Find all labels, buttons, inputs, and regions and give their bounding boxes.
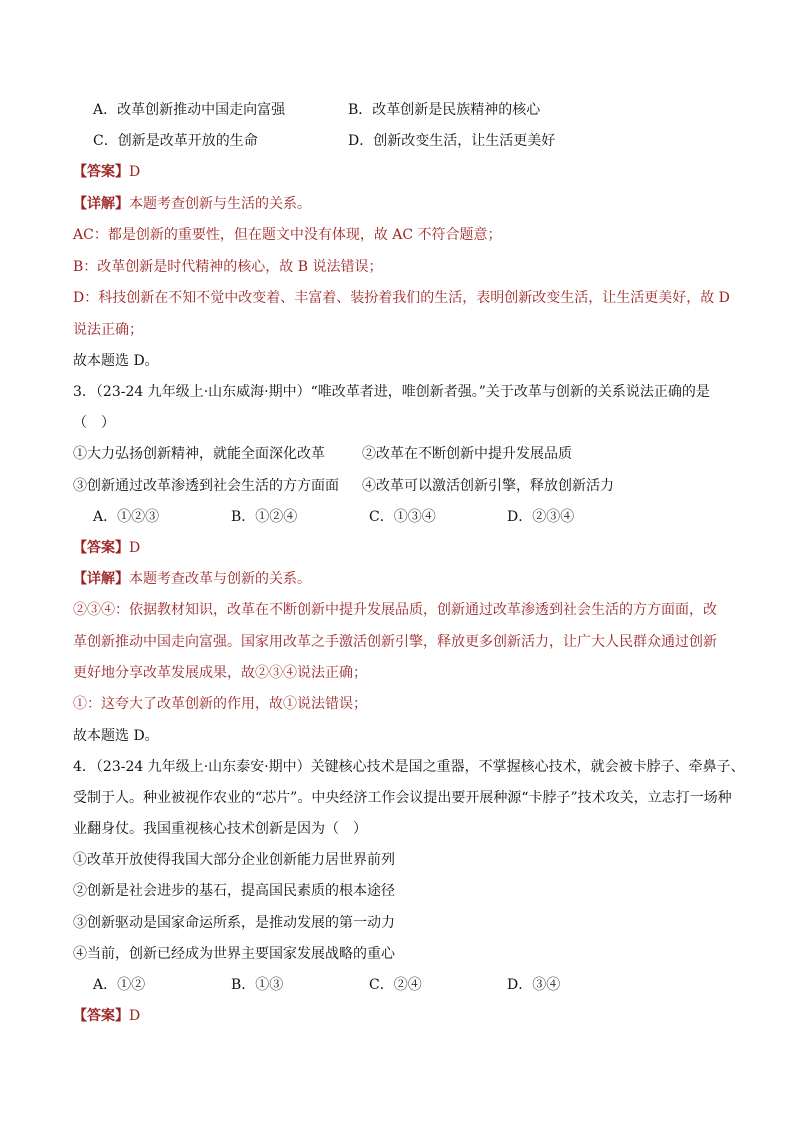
detail-intro: 本题考查改革与创新的关系。	[129, 571, 311, 587]
q4-stem-line-1: 4．（23-24 九年级上·山东泰安·期中）关键核心技术是国之重器，不掌握核心技术，就会被卡脖子、牵鼻子、	[73, 759, 745, 775]
answer-value: D	[129, 1008, 141, 1024]
q4-answer	[73, 1006, 734, 1026]
answer-tag: 【答案】	[73, 540, 129, 556]
q3-option-a: A．①②③	[93, 509, 160, 525]
q2-analysis-line-1: AC：都是创新的重要性，但在题文中没有体现，故 AC 不符合题意；	[73, 227, 502, 243]
q3-statements-row-1	[73, 444, 734, 464]
q3-detail	[73, 569, 734, 589]
q2-option-a: A．改革创新推动中国走向富强	[93, 102, 286, 118]
q3-statement-3: ③创新通过改革渗透到社会生活的方方面面	[73, 478, 339, 494]
q3-analysis-line-2: 革创新推动中国走向富强。国家用改革之手激活创新引擎，释放更多创新活力，让广大人民群众通过创新	[73, 634, 717, 650]
q3-stem-line-2: （ ）	[73, 415, 115, 431]
q3-answer	[73, 538, 734, 558]
q4-option-a: A．①②	[93, 977, 146, 993]
q4-options-row	[93, 975, 734, 995]
q3-conclusion: 故本题选 D。	[73, 728, 159, 744]
q4-option-d: D．③④	[507, 977, 561, 993]
q2-option-d: D．创新改变生活，让生活更美好	[348, 133, 556, 149]
q2-answer	[73, 162, 734, 182]
detail-tag: 【详解】	[73, 196, 129, 212]
q2-option-c: C．创新是改革开放的生命	[93, 133, 258, 149]
q2-option-b: B．改革创新是民族精神的核心	[348, 102, 541, 118]
q2-options-row-2	[93, 131, 734, 151]
q3-analysis-line-1: ②③④：依据教材知识，改革在不断创新中提升发展品质，创新通过改革渗透到社会生活的方方面面，改	[73, 602, 717, 618]
detail-intro: 本题考查创新与生活的关系。	[129, 196, 311, 212]
q4-option-c: C．②④	[369, 977, 422, 993]
q4-stem-line-2: 受制于人。种业被视作农业的“芯片”。中央经济工作会议提出要开展种源“卡脖子”技术攻关，立志打一场种	[73, 790, 732, 806]
detail-tag: 【详解】	[73, 571, 129, 587]
q3-statement-4: ④改革可以激活创新引擎，释放创新活力	[362, 478, 614, 494]
q3-option-d: D．②③④	[507, 509, 575, 525]
q3-analysis-line-3: 更好地分享改革发展成果，故②③④说法正确；	[73, 665, 367, 681]
q3-option-b: B．①②④	[231, 509, 298, 525]
answer-value: D	[129, 540, 141, 556]
q3-statement-1: ①大力弘扬创新精神，就能全面深化改革	[73, 446, 325, 462]
answer-value: D	[129, 164, 141, 180]
q4-statement-1: ①改革开放使得我国大部分企业创新能力居世界前列	[73, 852, 395, 868]
q2-analysis-line-3: D：科技创新在不知不觉中改变着、丰富着、装扮着我们的生活，表明创新改变生活，让生活更美好，故 D	[73, 290, 730, 306]
q4-option-b: B．①③	[231, 977, 284, 993]
q3-analysis-line-4: ①：这夸大了改革创新的作用，故①说法错误；	[73, 696, 367, 712]
q2-analysis-line-4: 说法正确；	[73, 322, 143, 338]
q2-detail	[73, 194, 734, 214]
q3-option-c: C．①③④	[369, 509, 436, 525]
q2-conclusion: 故本题选 D。	[73, 353, 159, 369]
answer-tag: 【答案】	[73, 1008, 129, 1024]
q4-statement-3: ③创新驱动是国家命运所系，是推动发展的第一动力	[73, 915, 395, 931]
q3-statements-row-2	[73, 476, 734, 496]
q2-analysis-line-2: B：改革创新是时代精神的核心，故 B 说法错误；	[73, 259, 383, 275]
q4-statement-2: ②创新是社会进步的基石，提高国民素质的根本途径	[73, 883, 395, 899]
q2-options-row-1	[93, 100, 734, 120]
q3-statement-2: ②改革在不断创新中提升发展品质	[362, 446, 572, 462]
q3-options-row	[93, 507, 734, 527]
q4-statement-4: ④当前，创新已经成为世界主要国家发展战略的重心	[73, 946, 395, 962]
answer-tag: 【答案】	[73, 164, 129, 180]
q3-stem-line-1: 3．（23-24 九年级上·山东威海·期中）“唯改革者进，唯创新者强。”关于改革与创新的关系说法正确的是	[73, 384, 710, 400]
q4-stem-line-3: 业翻身仗。我国重视核心技术创新是因为（ ）	[73, 821, 367, 837]
